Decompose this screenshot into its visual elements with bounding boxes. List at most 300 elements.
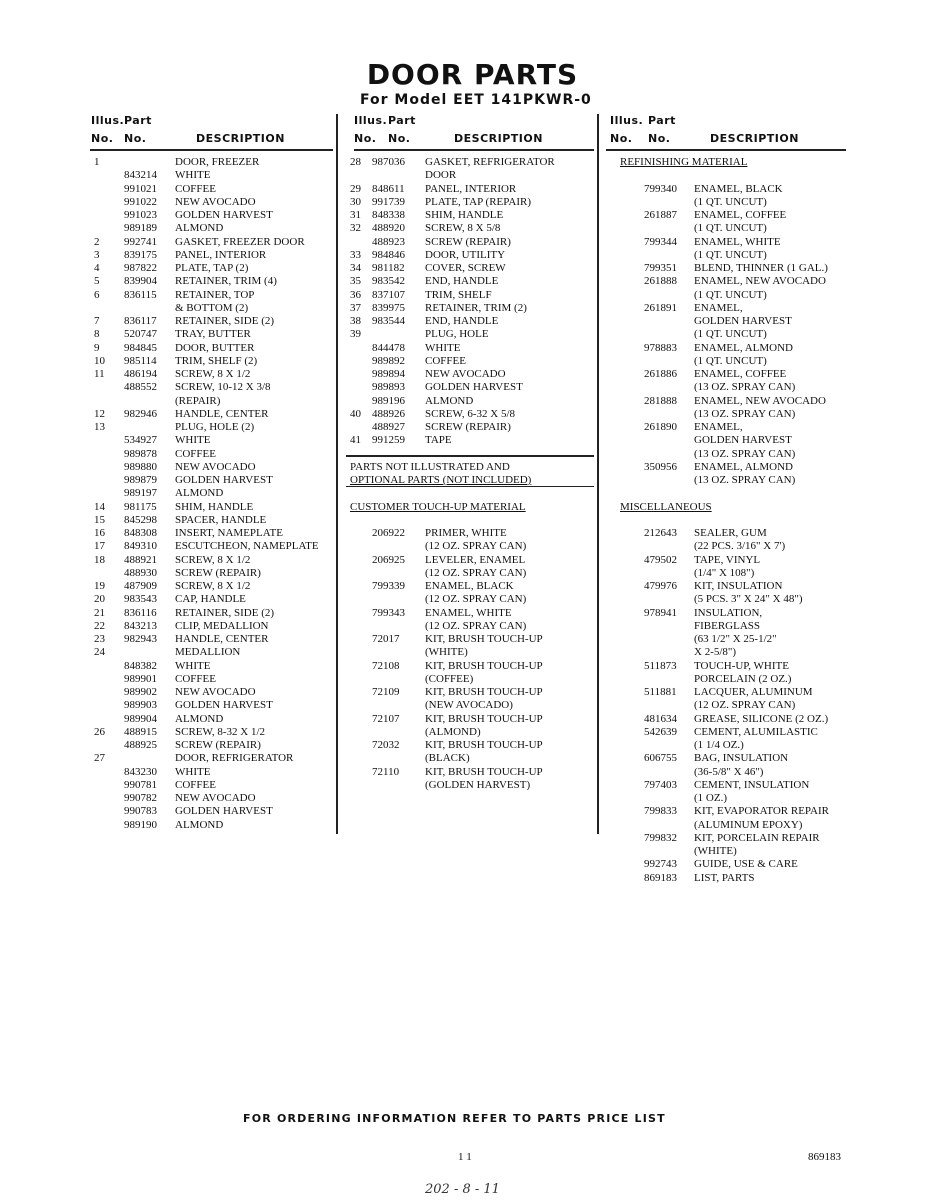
part-description: KIT, BRUSH TOUCH-UP [425,765,543,778]
part-number: 990782 [124,792,157,804]
part-description: INSULATION, [694,606,763,619]
part-number: 520747 [124,328,157,341]
illus-number: 10 [94,354,105,367]
part-description: KIT, BRUSH TOUCH-UP [425,739,543,751]
header-rule [606,149,846,151]
part-description: DOOR, REFRIGERATOR [175,752,294,765]
section-rule [346,455,594,457]
parts-row [346,554,594,567]
part-description: WHITE [175,765,211,778]
parts-row [346,580,594,593]
illus-number: 40 [350,407,361,420]
parts-row [88,169,333,182]
parts-row [88,766,333,779]
part-number: 261890 [644,421,677,433]
part-number: 845298 [124,513,157,526]
parts-row [606,580,846,593]
parts-row [88,262,333,275]
part-number: 606755 [644,752,677,765]
part-description: DOOR, UTILITY [425,248,506,261]
illus-number: 16 [94,527,105,539]
part-description: TOUCH-UP, WHITE [694,659,789,672]
part-number: 797403 [644,778,677,791]
parts-row [346,381,594,394]
parts-row [606,805,846,818]
part-number: 991739 [372,195,405,208]
part-description: ENAMEL, WHITE [425,606,512,619]
part-description: ENAMEL, ALMOND [694,460,793,473]
part-description: (12 OZ. SPRAY CAN) [425,619,527,632]
parts-row [88,514,333,527]
part-description: (BLACK) [425,752,470,765]
part-number: 488925 [124,739,157,751]
part-description: (GOLDEN HARVEST) [425,778,531,791]
parts-row [88,275,333,288]
illus-number: 38 [350,315,361,327]
part-number: 989879 [124,474,157,486]
illus-number: 37 [350,301,361,314]
parts-row [346,686,594,699]
illus-number: 22 [94,619,105,632]
header-illus-no: No. [610,132,633,145]
part-description: TAPE [425,434,452,447]
parts-row [88,156,333,169]
parts-row [88,381,333,394]
column-divider [336,114,338,834]
parts-row [606,196,846,209]
parts-row [346,593,594,606]
illus-number: 31 [350,209,361,221]
part-description: (1 QT. UNCUT) [694,248,767,261]
part-number: 799351 [644,262,677,274]
parts-row [606,222,846,235]
header-illus: Illus. [354,114,388,127]
parts-row [606,779,846,792]
part-description: WHITE [175,434,211,447]
parts-row [88,593,333,606]
parts-row [606,289,846,302]
header-part-no: No. [388,132,411,145]
part-number: 261891 [644,301,677,314]
parts-row [606,183,846,196]
part-number: 488552 [124,381,157,394]
part-description: TRIM, SHELF [425,288,492,301]
illus-number: 18 [94,553,105,566]
part-description: PLATE, TAP (REPAIR) [425,195,531,208]
parts-row [606,845,846,858]
blank-row [606,487,846,500]
part-description: CEMENT, INSULATION [694,778,810,791]
part-number: 843213 [124,619,157,632]
part-description: (22 PCS. 3/16" X 7') [694,540,786,553]
part-description: (1 1/4 OZ.) [694,739,744,751]
parts-row [88,580,333,593]
part-description: FIBERGLASS [694,619,761,632]
illus-number: 21 [94,606,105,619]
parts-row [346,607,594,620]
header-description: DESCRIPTION [196,132,285,145]
part-description: (1 QT. UNCUT) [694,328,767,341]
part-number: 981175 [124,500,157,513]
part-number: 479502 [644,553,677,566]
part-description: NEW AVOCADO [175,686,256,698]
part-description: GOLDEN HARVEST [694,434,792,447]
parts-row [606,474,846,487]
parts-row [88,328,333,341]
illus-number: 20 [94,593,105,606]
header-illus: Illus. [91,114,125,127]
parts-row [606,448,846,461]
part-description: KIT, INSULATION [694,580,783,592]
part-number: 72107 [372,712,400,725]
part-number: 989892 [372,354,405,367]
header-illus-no: No. [91,132,114,145]
parts-row [606,249,846,262]
part-description: SPACER, HANDLE [175,513,267,526]
part-description: GOLDEN HARVEST [175,805,273,818]
parts-row [346,315,594,328]
header-description: DESCRIPTION [710,132,799,145]
part-number: 799343 [372,606,405,619]
parts-row [606,421,846,434]
parts-row [606,328,846,341]
parts-row [346,660,594,673]
part-description: NEW AVOCADO [175,460,256,473]
parts-row [88,342,333,355]
parts-row [346,739,594,752]
parts-row [606,620,846,633]
parts-row [88,607,333,620]
illus-number: 35 [350,275,361,288]
part-description: SCREW (REPAIR) [175,566,261,579]
part-number: 987036 [372,156,405,168]
parts-row [606,527,846,540]
parts-row [346,249,594,262]
part-description: BLEND, THINNER (1 GAL.) [694,262,828,274]
illus-number: 17 [94,540,105,553]
section-title: CUSTOMER TOUCH-UP MATERIAL [350,500,526,513]
part-description: (13 OZ. SPRAY CAN) [694,381,796,394]
parts-row [346,620,594,633]
parts-row [88,620,333,633]
part-description: (12 OZ. SPRAY CAN) [425,566,527,579]
part-number: 799832 [644,831,677,844]
parts-row [88,554,333,567]
section-title: MISCELLANEOUS [620,500,712,513]
illus-number: 29 [350,182,361,195]
part-description: SCREW (REPAIR) [175,739,261,751]
part-description: SCREW, 8 X 5/8 [425,222,501,235]
illus-number: 41 [350,434,361,447]
parts-row [606,540,846,553]
parts-row [88,487,333,500]
part-description: (COFFEE) [425,672,474,685]
part-description: COFFEE [175,182,216,195]
section-title: OPTIONAL PARTS (NOT INCLUDED) [350,474,532,486]
parts-row [88,819,333,832]
part-number: 511881 [644,686,677,698]
parts-row [606,395,846,408]
part-description: GUIDE, USE & CARE [694,858,798,871]
parts-row [88,461,333,474]
part-description: CEMENT, ALUMILASTIC [694,725,818,738]
part-number: 983543 [124,593,157,606]
part-description: (1/4" X 108") [694,566,755,579]
part-number: 72109 [372,686,400,698]
parts-row [346,567,594,580]
parts-row [606,275,846,288]
parts-row [606,792,846,805]
part-description: (NEW AVOCADO) [425,699,513,712]
parts-row [606,461,846,474]
part-number: 261887 [644,209,677,221]
parts-row [88,302,333,315]
part-description: (12 OZ. SPRAY CAN) [425,593,527,606]
parts-row [346,368,594,381]
part-description: ESCUTCHEON, NAMEPLATE [175,540,319,553]
parts-row [88,315,333,328]
parts-row [346,342,594,355]
part-description: ENAMEL, WHITE [694,235,781,248]
illus-number: 26 [94,725,105,738]
part-number: 991259 [372,434,405,447]
part-description: KIT, BRUSH TOUCH-UP [425,686,543,698]
part-number: 849310 [124,540,157,553]
parts-row [88,183,333,196]
part-description: (36-5/8" X 46") [694,765,764,778]
parts-list [606,156,846,885]
part-description: ENAMEL, COFFEE [694,209,787,221]
parts-row [606,713,846,726]
section-heading [606,501,846,514]
part-number: 989880 [124,460,157,473]
part-description: SEALER, GUM [694,527,767,539]
part-description: SCREW, 6-32 X 5/8 [425,407,516,420]
part-description: GOLDEN HARVEST [425,381,523,394]
illus-number: 2 [94,235,100,248]
parts-row [346,275,594,288]
part-description: & BOTTOM (2) [175,301,249,314]
parts-row [606,686,846,699]
part-number: 989894 [372,368,405,380]
part-description: ENAMEL, [694,301,743,314]
part-description: KIT, BRUSH TOUCH-UP [425,659,543,672]
part-description: SCREW, 8 X 1/2 [175,580,251,592]
parts-row [346,646,594,659]
part-description: PRIMER, WHITE [425,527,507,539]
part-number: 488927 [372,421,405,433]
part-description: (REPAIR) [175,394,221,407]
part-description: ALMOND [175,487,224,500]
part-number: 799344 [644,235,677,248]
part-description: INSERT, NAMEPLATE [175,527,283,539]
part-description: (1 QT. UNCUT) [694,222,767,235]
part-description: NEW AVOCADO [175,792,256,804]
part-description: (ALMOND) [425,725,481,738]
part-description: (13 OZ. SPRAY CAN) [694,407,796,420]
parts-row [606,593,846,606]
part-number: 534927 [124,434,157,447]
part-description: GASKET, REFRIGERATOR [425,156,555,168]
illus-number: 1 [94,156,100,168]
illus-number: 4 [94,262,100,274]
illus-number: 6 [94,288,100,301]
part-description: SCREW (REPAIR) [425,421,511,433]
part-description: RETAINER, TRIM (2) [425,301,527,314]
part-description: PANEL, INTERIOR [175,248,267,261]
parts-row [346,355,594,368]
illus-number: 8 [94,328,100,341]
parts-row [346,421,594,434]
parts-row [346,779,594,792]
part-description: LIST, PARTS [694,871,755,884]
part-description: COFFEE [425,354,466,367]
part-number: 991022 [124,195,157,208]
parts-row [606,434,846,447]
illus-number: 39 [350,328,361,341]
part-description: DOOR [425,169,457,182]
parts-row [606,315,846,328]
illus-number: 28 [350,156,361,168]
part-number: 981182 [372,262,405,274]
handwritten-note: 202 - 8 - 11 [425,1182,500,1197]
part-number: 261886 [644,368,677,380]
part-number: 982946 [124,407,157,420]
part-description: X 2-5/8") [694,646,737,659]
section-title: REFINISHING MATERIAL [620,156,748,168]
header-rule [90,149,333,151]
part-description: DOOR, BUTTER [175,341,255,354]
illus-number: 33 [350,248,361,261]
part-number: 978883 [644,341,677,354]
section-heading [346,461,594,474]
part-description: WHITE [175,169,211,182]
part-number: 984846 [372,248,405,261]
blank-row [606,169,846,182]
part-description: GOLDEN HARVEST [694,315,792,327]
part-number: 836116 [124,606,157,619]
parts-row [346,328,594,341]
part-description: (1 QT. UNCUT) [694,354,767,367]
header-part: Part [388,114,416,127]
parts-row [88,501,333,514]
parts-row [88,249,333,262]
part-description: GREASE, SILICONE (2 OZ.) [694,712,829,725]
part-description: TAPE, VINYL [694,553,761,566]
parts-row [88,368,333,381]
parts-row [88,699,333,712]
part-number: 839904 [124,275,157,288]
parts-row [88,805,333,818]
part-description: KIT, BRUSH TOUCH-UP [425,633,543,645]
part-description: SCREW, 8-32 X 1/2 [175,725,266,738]
part-number: 836117 [124,315,157,327]
part-description: (1 QT. UNCUT) [694,288,767,301]
part-description: KIT, BRUSH TOUCH-UP [425,712,543,725]
part-number: 989878 [124,447,157,460]
part-number: 983542 [372,275,405,288]
part-description: GASKET, FREEZER DOOR [175,235,305,248]
header-illus: Illus. [610,114,644,127]
parts-row [88,567,333,580]
parts-row [88,713,333,726]
part-number: 839975 [372,301,405,314]
part-description: TRIM, SHELF (2) [175,354,258,367]
parts-row [88,236,333,249]
parts-row [346,699,594,712]
parts-row [346,169,594,182]
part-description: CAP, HANDLE [175,593,246,606]
part-number: 487909 [124,580,157,592]
header-description: DESCRIPTION [454,132,543,145]
part-number: 869183 [644,871,677,884]
part-number: 990783 [124,805,157,818]
blank-row [606,514,846,527]
parts-row [88,474,333,487]
part-description: COVER, SCREW [425,262,506,274]
parts-row [88,421,333,434]
part-number: 72032 [372,739,400,751]
part-number: 488920 [372,222,405,235]
header-part: Part [648,114,676,127]
part-number: 989893 [372,381,405,394]
part-description: ALMOND [175,712,224,725]
parts-row [606,766,846,779]
part-number: 212643 [644,527,677,539]
part-description: NEW AVOCADO [425,368,506,380]
part-description: END, HANDLE [425,315,499,327]
part-number: 989901 [124,672,157,685]
part-description: KIT, EVAPORATOR REPAIR [694,805,829,818]
part-number: 848338 [372,209,405,221]
part-number: 72108 [372,659,400,672]
part-number: 837107 [372,288,405,301]
part-number: 281888 [644,394,677,407]
part-number: 511873 [644,659,677,672]
ordering-info: FOR ORDERING INFORMATION REFER TO PARTS PRICE LIST [243,1112,666,1125]
parts-row [346,289,594,302]
blank-row [346,514,594,527]
parts-row [606,726,846,739]
part-number: 990781 [124,778,157,791]
page-number: 1 1 [458,1151,472,1163]
header-rule [354,149,594,151]
part-number: 488915 [124,725,157,738]
part-description: SCREW (REPAIR) [425,235,511,248]
illus-number: 3 [94,248,100,261]
part-number: 989196 [372,394,405,407]
part-description: PANEL, INTERIOR [425,182,517,195]
parts-row [606,633,846,646]
parts-row [346,540,594,553]
part-description: WHITE [425,341,461,354]
section-heading [346,474,594,487]
part-description: MEDALLION [175,646,241,659]
illus-number: 27 [94,752,105,765]
part-description: ENAMEL, [694,421,743,433]
part-number: 843230 [124,765,157,778]
part-description: (1 QT. UNCUT) [694,195,767,208]
illus-number: 15 [94,513,105,526]
part-description: ENAMEL, BLACK [425,580,514,592]
parts-row [88,434,333,447]
parts-row [88,540,333,553]
part-number: 991021 [124,182,157,195]
part-number: 799339 [372,580,405,592]
section-heading [346,501,594,514]
parts-row [346,434,594,447]
part-description: GOLDEN HARVEST [175,474,273,486]
